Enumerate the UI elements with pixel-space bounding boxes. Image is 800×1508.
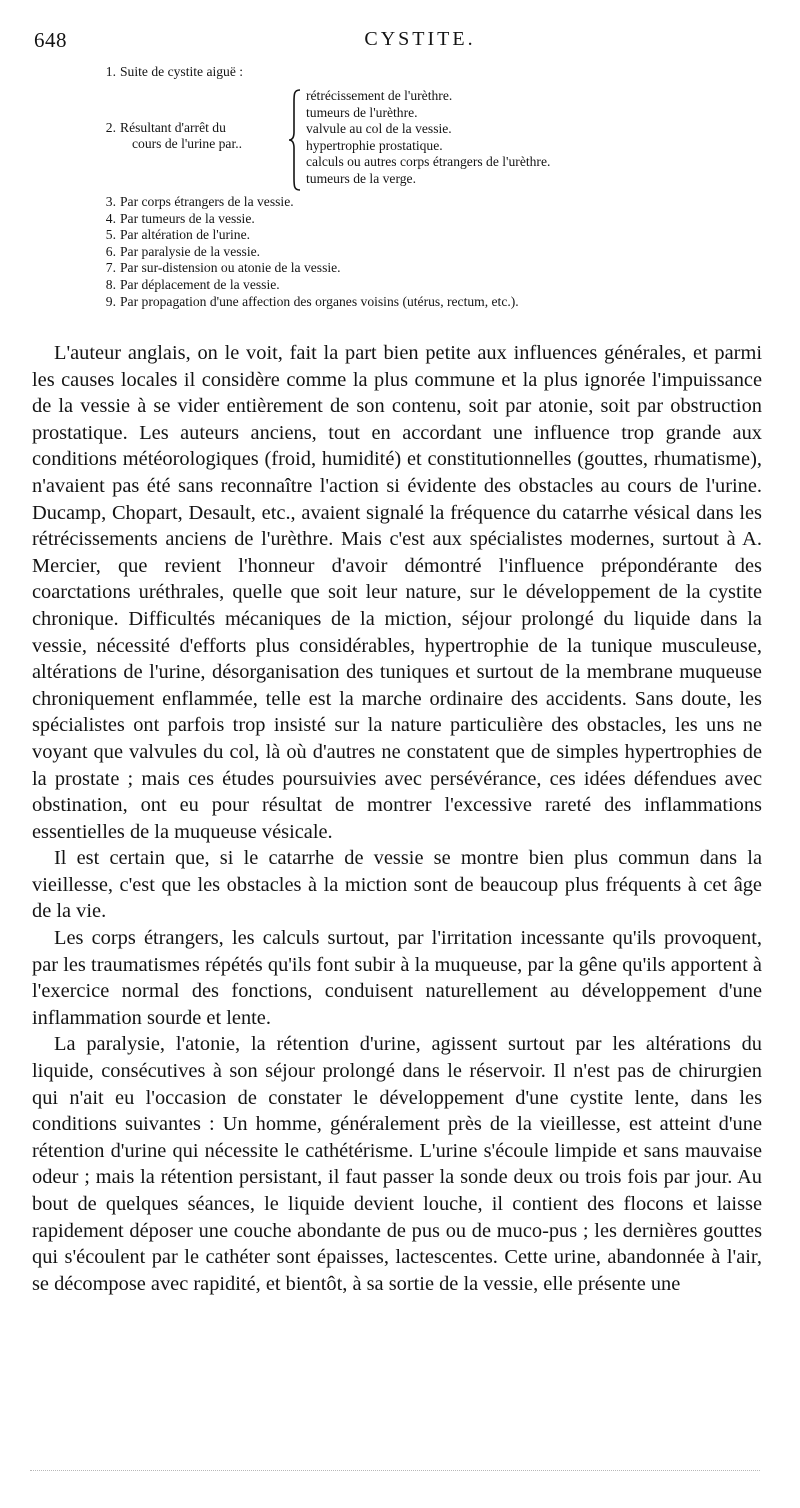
- cause-item-6: 6. Par paralysie de la vessie.: [105, 243, 261, 259]
- paragraph: Il est certain que, si le catarrhe de vessie se montre bien plus commun dans la vieillesse, c'est que les obstacles à la miction sont de beaucoup plus fréquents à cet âge de la vie.: [32, 847, 762, 923]
- page-number: 648: [34, 28, 67, 52]
- cause-item-1: 1. Suite de cystite aiguë :: [105, 64, 244, 79]
- cause-2-line1: Résultant d'arrêt du: [120, 120, 226, 135]
- footer-rule: [30, 1470, 760, 1472]
- cause-item-5: 5. Par altération de l'urine.: [105, 227, 251, 243]
- cause-item-7: 7. Par sur-distension ou atonie de la vessie.: [105, 260, 341, 276]
- cause-2-line2: cours de l'urine par..: [132, 136, 243, 151]
- paragraph: Les corps étrangers, les calculs surtout, par l'irritation incessante qu'ils provoquent, par les traumatismes répétés qu'ils font subir à la muqueuse, par la gêne qu'ils apportent à l'exercice normal des fonctions, conduisent naturellement au développement d'une inflammation sourde et lente.: [32, 927, 762, 1029]
- sub-item: hypertrophie prostatique.: [306, 137, 443, 153]
- sub-item: rétrécissement de l'urèthre.: [306, 88, 453, 103]
- cause-text: Par propagation d'une affection des organes voisins (utérus, rectum, etc.).: [120, 293, 519, 309]
- curly-bracket-icon: [288, 88, 302, 192]
- cause-text: Par déplacement de la vessie.: [120, 277, 280, 292]
- sub-item: tumeurs de l'urèthre.: [306, 104, 418, 120]
- cause-text: Par sur-distension ou atonie de la vessie.: [120, 260, 341, 276]
- page-header: [30, 28, 770, 58]
- paragraph: L'auteur anglais, on le voit, fait la part bien petite aux influences générales, et parmi les causes locales il considère comme la plus commune et la plus ignorée l'impuissance de la vessie à se vider entièrement de son contenu, soit par atonie, soit par obstruction prostatique. Les auteurs anciens, tout en accordant une influence trop grande aux conditions météorologiques (froid, humidité) et constitutionnelles (gouttes, rhumatisme), n'avaient pas été sans reconnaître l'action si évidente des obstacles au cours de l'urine. Ducamp, Chopart, Desault, etc., avaient signalé la fréquence du catarrhe vésical dans les rétrécissements anciens de l'urèthre. Mais c'est aux spécialistes modernes, surtout à A. Mercier, que revient l'honneur d'avoir démontré l'influence prépondérante des coarctations uréthrales, quelle que soit leur nature, sur le développement de la cystite chronique. Difficultés mécaniques de la miction, séjour prolongé du liquide dans la vessie, nécessité d'efforts plus considérables, hypertrophie de la tunique musculeuse, altérations de l'urine, désorganisation des tuniques et surtout de la membrane muqueuse chroniquement enflammée, telle est la marche ordinaire des accidents. Sans doute, les spécialistes ont parfois trop insisté sur la nature particulière des obstacles, les uns ne voyant que valvules du col, là où d'autres ne constatent que de simples hypertrophies de la prostate ; mais ces études poursuivies avec persévérance, ces idées défendues avec obstination, ont eu pour résultat de montrer l'excessive rareté des inflammations essentielles de la muqueuse vésicale.: [32, 342, 762, 843]
- cause-item-4: 4. Par tumeurs de la vessie.: [105, 210, 255, 226]
- cause-text: Par altération de l'urine.: [120, 227, 251, 243]
- cause-item-2: 2. Résultant d'arrêt du: [105, 120, 226, 135]
- sub-item: tumeurs de la verge.: [306, 171, 416, 186]
- running-title: CYSTITE.: [364, 28, 476, 50]
- paragraph: La paralysie, l'atonie, la rétention d'urine, agissent surtout par les altérations du liquide, consécutives à son séjour prolongé dans le réservoir. Il n'est pas de chirurgien qui n'ait eu l'occasion de constater le développement d'une cystite lente, dans les conditions suivantes : Un homme, généralement près de la vieillesse, est atteint d'une rétention d'urine qui nécessite le cathétérisme. L'urine s'écoule limpide et sans mauvaise odeur ; mais la rétention persistant, il faut passer la sonde deux ou trois fois par jour. Au bout de quelques séances, le liquide devient louche, il contient des flocons et laisse rapidement déposer une couche abondante de pus ou de muco-pus ; les dernières gouttes qui s'écoulent par le cathéter sont épaisses, lactescentes. Cette urine, abandonnée à l'air, se décompose avec rapidité, et bientôt, à sa sortie de la vessie, elle présente une: [32, 1033, 762, 1295]
- cause-text: Suite de cystite aiguë :: [120, 64, 244, 79]
- body-text: [32, 340, 762, 1297]
- sub-item: valvule au col de la vessie.: [306, 121, 452, 137]
- cause-item-3: 3. Par corps étrangers de la vessie.: [105, 194, 294, 209]
- cause-item-9: 9. Par propagation d'une affection des organes voisins (utérus, rectum, etc.).: [105, 293, 519, 309]
- cause-text: Par corps étrangers de la vessie.: [120, 194, 294, 209]
- sub-item: calculs ou autres corps étrangers de l'urèthre.: [306, 154, 551, 170]
- cause-text: Par paralysie de la vessie.: [120, 243, 261, 259]
- cause-item-8: 8. Par déplacement de la vessie.: [105, 277, 280, 292]
- cause-text: Par tumeurs de la vessie.: [120, 210, 255, 226]
